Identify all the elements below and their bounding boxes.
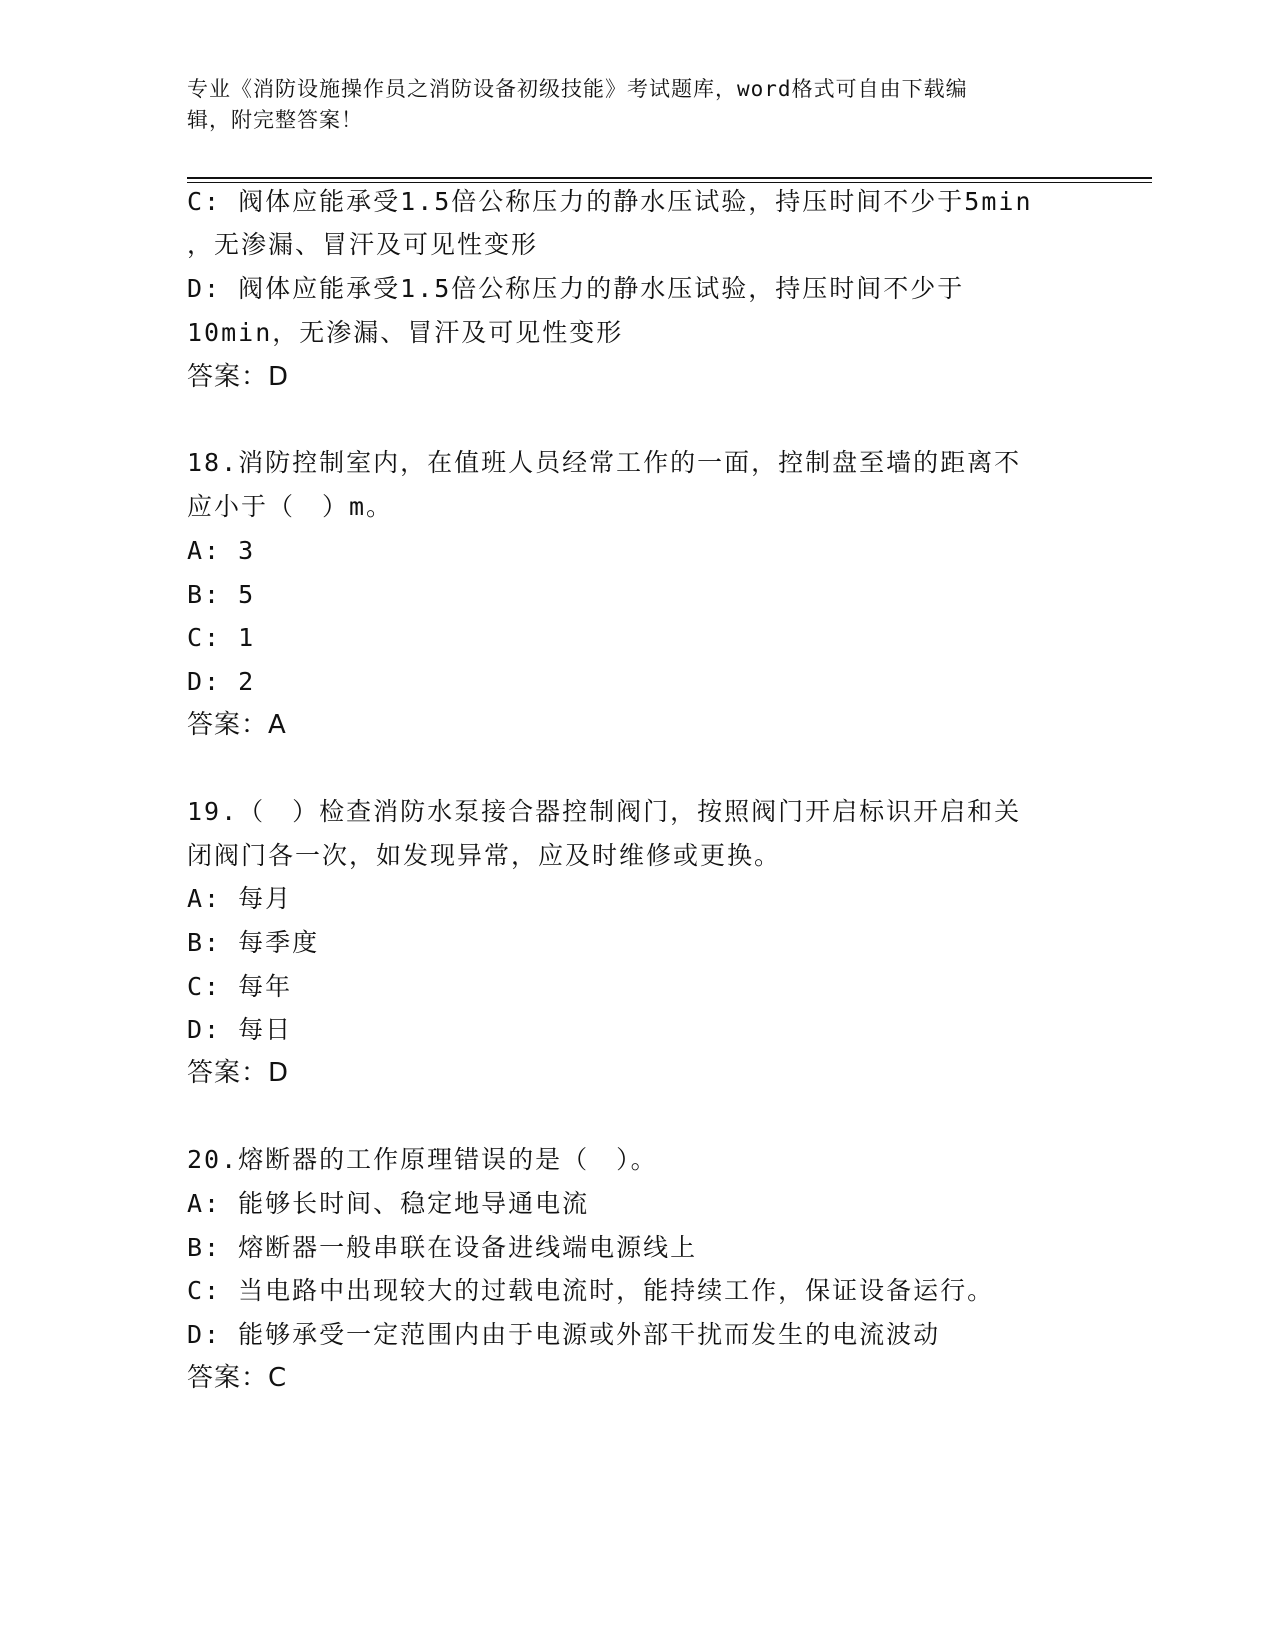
q19-option-a: A: 每月 (187, 884, 293, 913)
q20-stem-line-1: 20.熔断器的工作原理错误的是（ ）。 (187, 1145, 658, 1174)
q19-stem-line-2: 闭阀门各一次，如发现异常，应及时维修或更换。 (187, 841, 782, 870)
q17-option-c-line-2: ，无渗漏、冒汗及可见性变形 (187, 230, 539, 259)
q17-answer: 答案：D (187, 362, 290, 392)
document-header (187, 74, 1067, 136)
q19-answer: 答案：D (187, 1058, 290, 1088)
q17-option-c-line-1: C: 阀体应能承受1.5倍公称压力的静水压试验，持压时间不少于5min (187, 187, 1033, 216)
q20-option-b: B: 熔断器一般串联在设备进线端电源线上 (187, 1233, 698, 1262)
q17-option-d-line-2: 10min，无渗漏、冒汗及可见性变形 (187, 318, 624, 347)
q19-option-b: B: 每季度 (187, 928, 320, 957)
q20-option-a: A: 能够长时间、稳定地导通电流 (187, 1189, 590, 1218)
q20-option-d: D: 能够承受一定范围内由于电源或外部干扰而发生的电流波动 (187, 1320, 941, 1349)
q17-option-d-line-1: D: 阀体应能承受1.5倍公称压力的静水压试验，持压时间不少于 (187, 274, 965, 303)
q19-option-c: C: 每年 (187, 972, 293, 1001)
q18-option-a: A: 3 (187, 536, 256, 565)
q19-stem-line-1: 19.（ ）检查消防水泵接合器控制阀门，按照阀门开启标识开启和关 (187, 797, 1022, 826)
q18-stem-line-2: 应小于（ ）m。 (187, 492, 394, 521)
q20-answer: 答案：C (187, 1363, 288, 1393)
header-rule-thin (187, 182, 1152, 183)
q18-answer: 答案：A (187, 710, 287, 740)
q18-option-c: C: 1 (187, 623, 256, 652)
q18-option-d: D: 2 (187, 667, 256, 696)
q19-option-d: D: 每日 (187, 1015, 293, 1044)
header-rule-thick (187, 177, 1152, 179)
header-line-2: 辑，附完整答案！ (187, 108, 363, 132)
q18-option-b: B: 5 (187, 580, 256, 609)
q20-option-c: C: 当电路中出现较大的过载电流时，能持续工作，保证设备运行。 (187, 1276, 995, 1305)
header-line-1: 专业《消防设施操作员之消防设备初级技能》考试题库，word格式可自由下载编 (187, 77, 968, 101)
q18-stem-line-1: 18.消防控制室内，在值班人员经常工作的一面，控制盘至墙的距离不 (187, 448, 1022, 477)
